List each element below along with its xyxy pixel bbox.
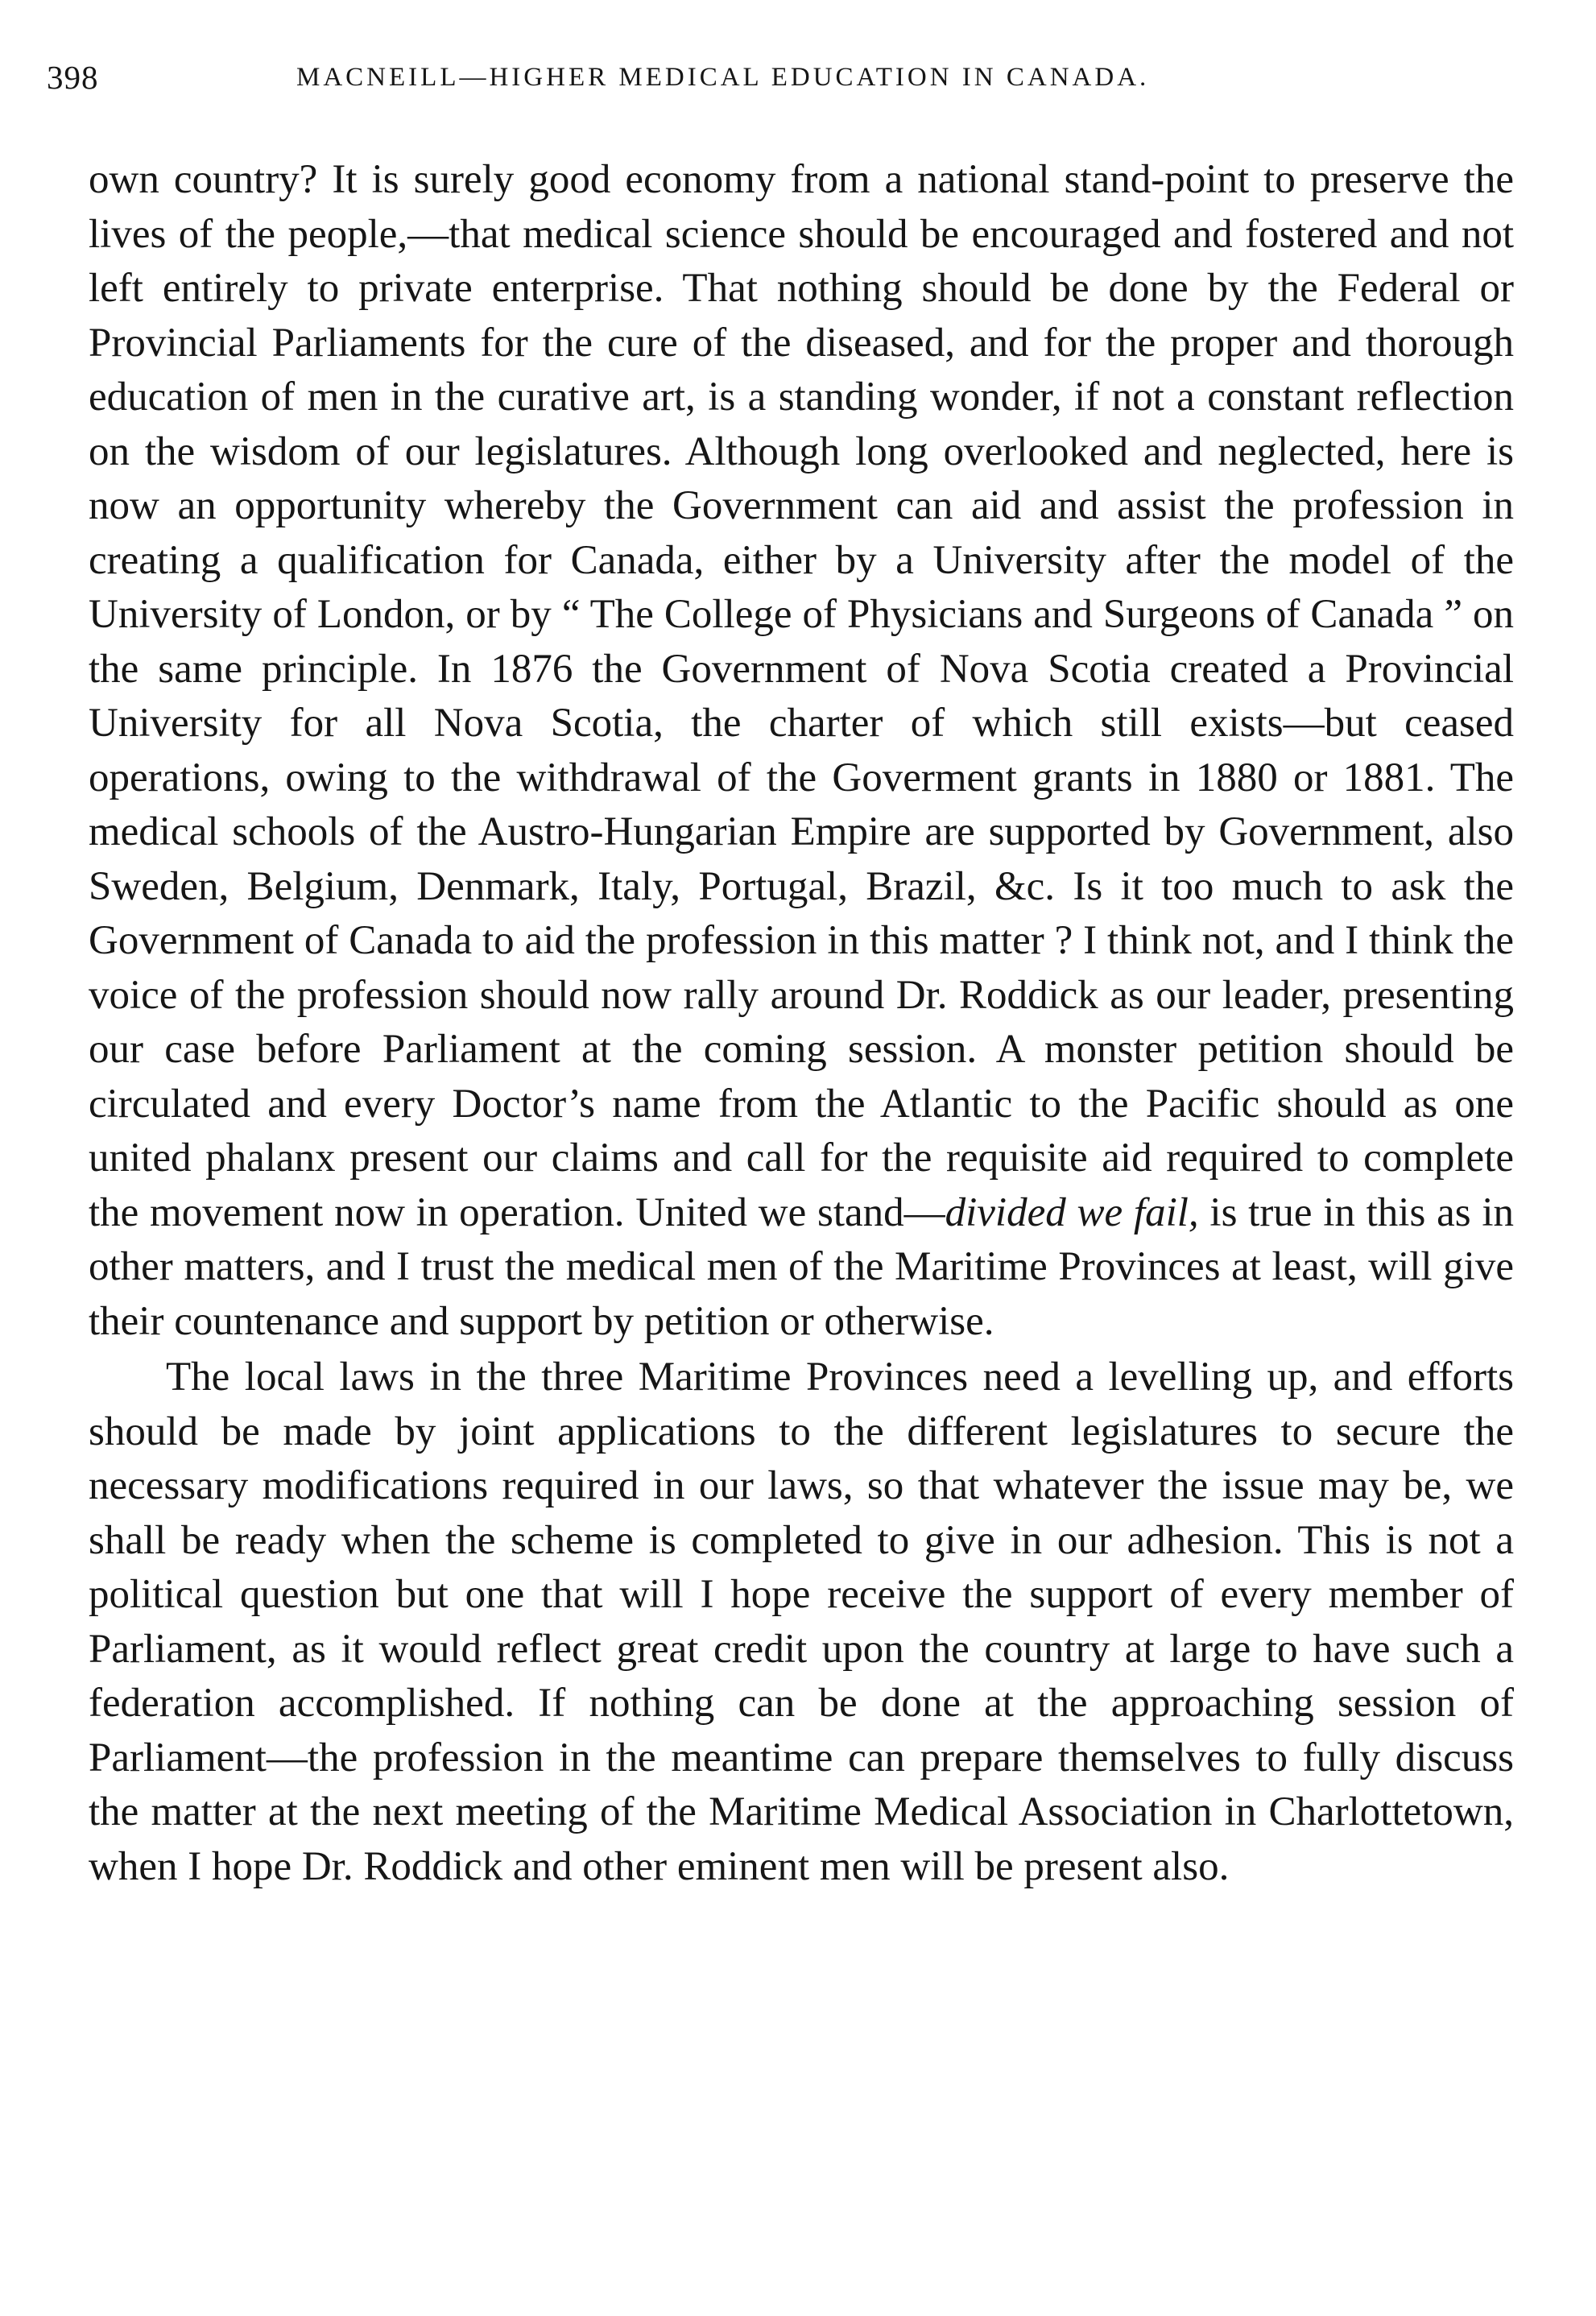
paragraph-1-text-a: own country? It is surely good economy from a national stand-point to preserve the lives of the people,—that medical science should be encouraged and fostered and not left entirely to private enterprise. That nothing should be done by the Federal or Provincial Parliaments for the cure of the diseased, and for the proper and thorough education of men in the curative art, is a standing wonder, if not a constant reflection on the wisdom of our legislatures. Although long overlooked and neglected, here is now an opportunity whereby the Government can aid and assist the profession in creating a qualification for Canada, either by a University after the model of the University of London, or by “ The College of Physicians and Surgeons of Canada ” on the same principle. In 1876 the Government of Nova Scotia created a Provincial University for all Nova Scotia, the charter of which still exists—but ceased operations, owing to the withdrawal of the Goverment grants in 1880 or 1881. The medical schools of the Austro-Hungarian Empire are supported by Government, also Sweden, Belgium, Denmark, Italy, Portugal, Brazil, &c. Is it too much to ask the Government of Canada to aid the profession in this matter ? I think not, and I think the voice of the profession should now rally around Dr. Roddick as our leader, presenting our case before Parliament at the coming session. A monster petition should be circulated and every Doctor’s name from the Atlantic to the Pacific should as one united phalanx present our claims and call for the requisite aid required to complete the movement now in operation. United we stand— xyxy=(89,157,1514,1235)
paragraph-1-italic-phrase: divided we fail, xyxy=(945,1189,1199,1235)
page-header xyxy=(47,58,1512,106)
running-title: MACNEILL—HIGHER MEDICAL EDUCATION IN CANADA. xyxy=(296,63,1150,92)
paragraph-1 xyxy=(89,153,1514,1349)
page-number: 398 xyxy=(47,59,99,96)
paragraph-2: The local laws in the three Maritime Provinces need a levelling up, and efforts should be made by joint applications to the different legislatures to secure the necessary modifications required in our laws, so that whatever the issue may be, we shall be ready when the scheme is completed to give in our adhesion. This is not a political question but one that will I hope receive the support of every member of Parliament, as it would reflect great credit upon the country at large to have such a federation accomplished. If nothing can be done at the approaching session of Parliament—the profession in the meantime can prepare themselves to fully discuss the matter at the next meeting of the Maritime Medical Association in Charlottetown, when I hope Dr. Roddick and other eminent men will be present also. xyxy=(89,1354,1514,1889)
article-body xyxy=(89,153,1514,1894)
paragraph-1-text-b: is true in this as in other matters, and I trust the medical men of the Maritime Provinces at least, will give their countenance and support by petition or otherwise. xyxy=(89,1189,1514,1344)
